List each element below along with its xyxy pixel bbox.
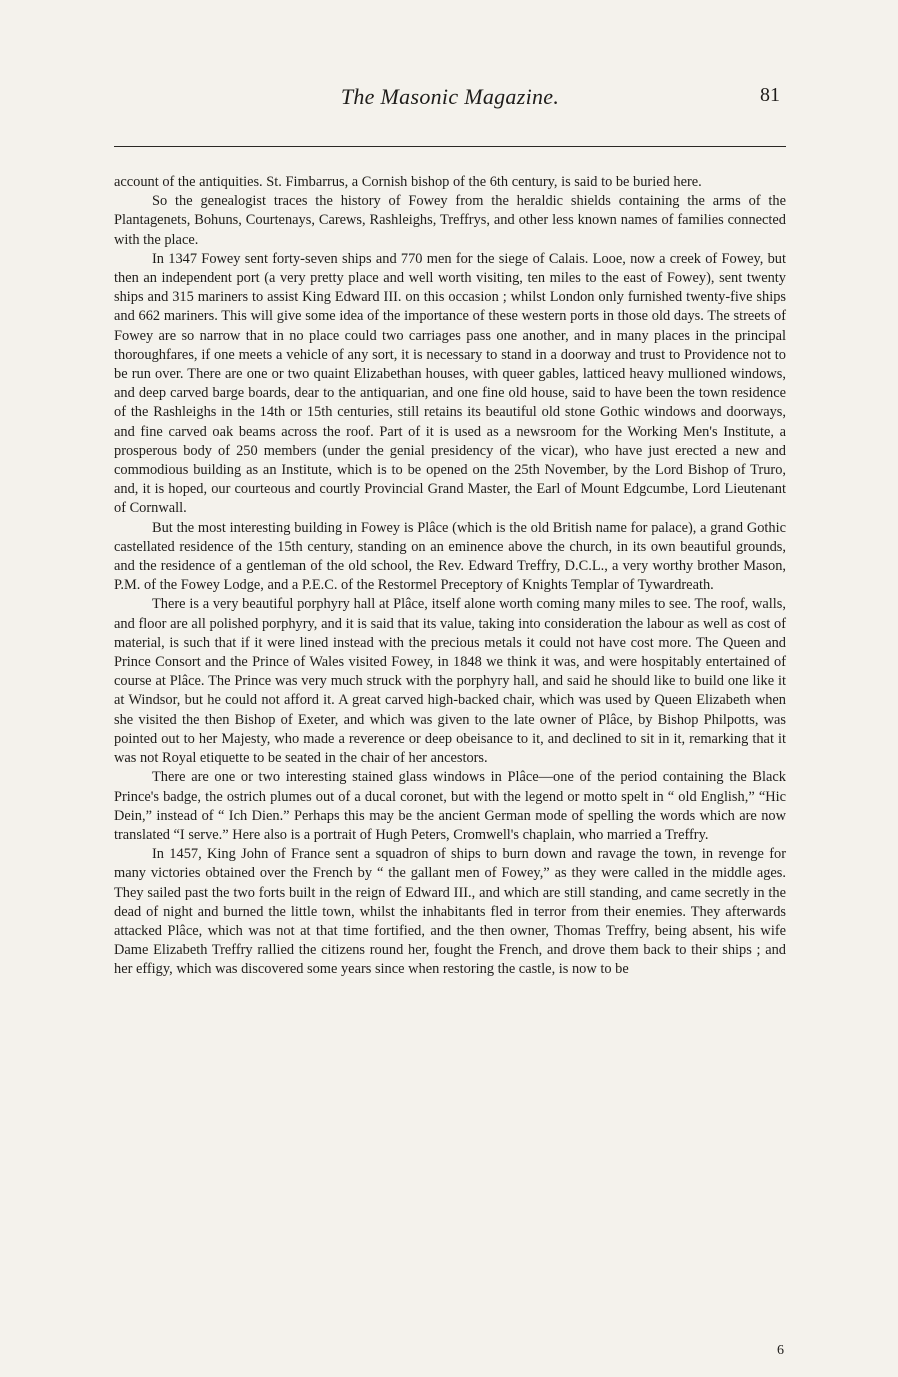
article-body [114, 173, 786, 980]
paragraph: There is a very beautiful porphyry hall at Plâce, itself alone worth coming many miles to see. The roof, walls, and floor are all polished porphyry, and it is said that its value, taking into consideration the labour as well as cost of material, is such that if it were lined instead with the precious metals it could not have cost more. The Queen and Prince Consort and the Prince of Wales visited Fowey, in 1848 we think it was, and were hospitably entertained of course at Plâce. The Prince was very much struck with the porphyry hall, and said he should like to build one like it at Windsor, but he could not afford it. A great carved high-backed chair, which was used by Queen Elizabeth when she visited the then Bishop of Exeter, and which was given to the late owner of Plâce, by Bishop Philpotts, was pointed out to her Majesty, who made a reverence or deep obeisance to it, and declined to sit in it, remarking that it was not Royal etiquette to be seated in the chair of her ancestors. [114, 596, 786, 767]
running-title: The Masonic Magazine. [340, 84, 560, 109]
page-number: 81 [760, 84, 780, 106]
paragraph: In 1457, King John of France sent a squadron of ships to burn down and ravage the town, in revenge for many victories obtained over the French by “ the gallant men of Fowey,” as they were called in the middle ages. They sailed past the two forts built in the reign of Edward III., and which are still standing, and came secretly in the dead of night and burned the little town, whilst the inhabitants fled in terror from their enemies. They afterwards attacked Plâce, which was not at that time fortified, and the then owner, Thomas Treffry, being absent, his wife Dame Elizabeth Treffry rallied the citizens round her, fought the French, and drove them back to their ships ; and her effigy, which was discovered some years since when restoring the castle, is now to be [114, 846, 786, 978]
header-rule [114, 146, 786, 147]
paragraph: So the genealogist traces the history of Fowey from the heraldic shields containing the arms of the Plantagenets, Bohuns, Courtenays, Carews, Rashleighs, Treffrys, and other less known names of families connected with the place. [114, 193, 786, 248]
paragraph: There are one or two interesting stained glass windows in Plâce—one of the period containing the Black Prince's badge, the ostrich plumes out of a ducal coronet, but with the legend or motto spelt in “ old English,” “Hic Dein,” instead of “ Ich Dien.” Perhaps this may be the ancient German mode of spelling the words which are now translated “I serve.” Here also is a portrait of Hugh Peters, Cromwell's chaplain, who married a Treffry. [114, 769, 786, 843]
page-header [114, 84, 786, 122]
signature-mark: 6 [777, 1343, 784, 1358]
paragraph: In 1347 Fowey sent forty-seven ships and 770 men for the siege of Calais. Looe, now a creek of Fowey, but then an independent port (a very pretty place and well worth visiting, ten miles to the east of Fowey), sent twenty ships and 315 mariners to assist King Edward III. on this occasion ; whilst London only furnished twenty-five ships and 662 mariners. This will give some idea of the importance of these western ports in those old days. The streets of Fowey are so narrow that in no place could two carriages pass one another, and in many places in the principal thoroughfares, if one meets a vehicle of any sort, it is necessary to stand in a doorway and trust to Providence not to be run over. There are one or two quaint Elizabethan houses, with queer gables, latticed heavy mullioned windows, and deep carved barge boards, dear to the antiquarian, and one fine old house, said to have been the town residence of the Rashleighs in the 14th or 15th centuries, still retains its beautiful old stone Gothic windows and doorways, and fine carved oak beams across the roof. Part of it is used as a newsroom for the Working Men's Institute, a prosperous body of 250 members (under the genial presidency of the vicar), who have just erected a new and commodious building as an Institute, which is to be opened on the 25th November, by the Lord Bishop of Truro, and, it is hoped, our courteous and courtly Provincial Grand Master, the Earl of Mount Edgcumbe, Lord Lieutenant of Cornwall. [114, 250, 786, 517]
paragraph: But the most interesting building in Fowey is Plâce (which is the old British name for palace), a grand Gothic castellated residence of the 15th century, standing on an eminence above the church, in its own beautiful grounds, and the residence of a gentleman of the old school, the Rev. Edward Treffry, D.C.L., a very worthy brother Mason, P.M. of the Fowey Lodge, and a P.E.C. of the Restormel Preceptory of Knights Templar of Tywardreath. [114, 519, 786, 594]
paragraph: account of the antiquities. St. Fimbarrus, a Cornish bishop of the 6th century, is said to be buried here. [114, 174, 702, 190]
